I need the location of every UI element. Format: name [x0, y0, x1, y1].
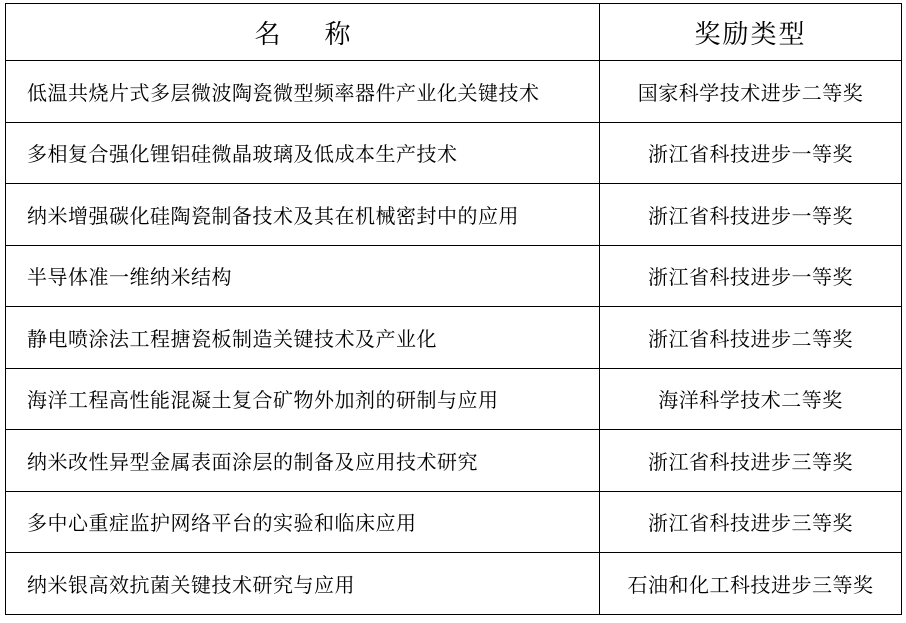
award-type-cell: 石油和化工科技进步三等奖	[600, 553, 902, 615]
table-header-row	[6, 4, 902, 61]
project-name-cell: 多相复合强化锂铝硅微晶玻璃及低成本生产技术	[6, 122, 600, 184]
project-name-cell: 纳米改性异型金属表面涂层的制备及应用技术研究	[6, 430, 600, 492]
table-row	[6, 368, 902, 430]
table-row	[6, 430, 902, 492]
project-name-cell: 低温共烧片式多层微波陶瓷微型频率器件产业化关键技术	[6, 61, 600, 123]
project-name-cell: 纳米增强碳化硅陶瓷制备技术及其在机械密封中的应用	[6, 184, 600, 246]
table-row	[6, 491, 902, 553]
award-type-cell: 浙江省科技进步一等奖	[600, 184, 902, 246]
table-row	[6, 307, 902, 369]
project-name-cell: 海洋工程高性能混凝土复合矿物外加剂的研制与应用	[6, 368, 600, 430]
award-type-cell: 浙江省科技进步三等奖	[600, 430, 902, 492]
award-type-cell: 国家科学技术进步二等奖	[600, 61, 902, 123]
award-type-cell: 浙江省科技进步二等奖	[600, 307, 902, 369]
table-row	[6, 245, 902, 307]
awards-table	[5, 3, 902, 615]
header-award-type-label: 奖励类型	[694, 19, 807, 50]
table-row	[6, 61, 902, 123]
header-name	[6, 4, 600, 61]
table-row	[6, 122, 902, 184]
project-name-cell: 多中心重症监护网络平台的实验和临床应用	[6, 491, 600, 553]
project-name-cell: 纳米银高效抗菌关键技术研究与应用	[6, 553, 600, 615]
table-row	[6, 553, 902, 615]
project-name-cell: 半导体准一维纳米结构	[6, 245, 600, 307]
table-row	[6, 184, 902, 246]
award-type-cell: 浙江省科技进步一等奖	[600, 245, 902, 307]
award-type-cell: 浙江省科技进步一等奖	[600, 122, 902, 184]
award-type-cell: 海洋科学技术二等奖	[600, 368, 902, 430]
project-name-cell: 静电喷涂法工程搪瓷板制造关键技术及产业化	[6, 307, 600, 369]
header-name-label: 名称	[254, 19, 395, 50]
award-type-cell: 浙江省科技进步三等奖	[600, 491, 902, 553]
header-award-type	[600, 4, 902, 61]
